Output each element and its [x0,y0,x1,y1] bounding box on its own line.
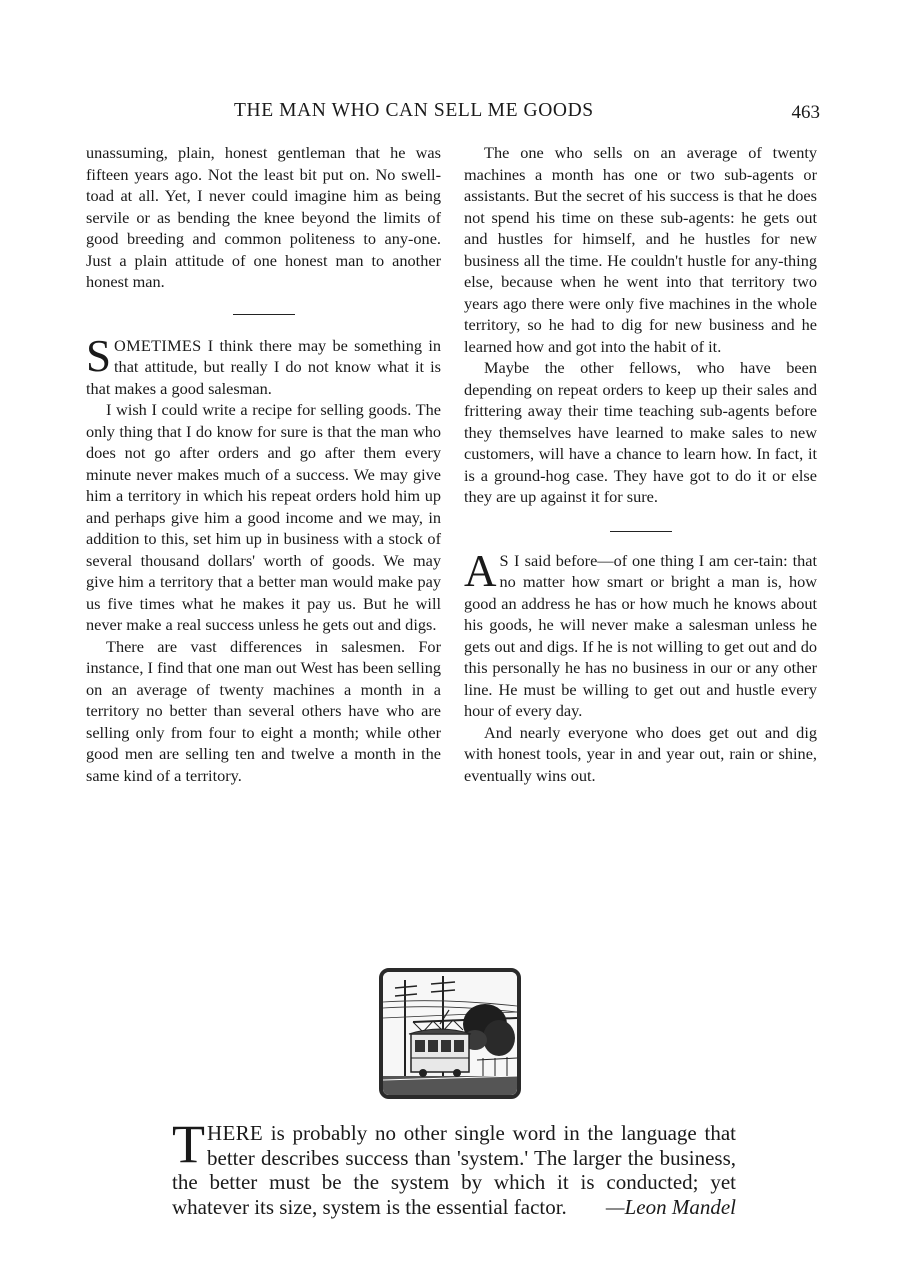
section-divider [233,314,295,315]
left-column [86,142,441,786]
running-head [86,100,826,128]
small-caps-lead: HERE [207,1121,264,1145]
running-title: THE MAN WHO CAN SELL ME GOODS [234,100,594,121]
paragraph [464,545,817,722]
streetcar-illustration-icon [379,968,521,1099]
quote-attribution: —Leon Mandel [605,1194,736,1219]
pull-quote [172,1114,736,1219]
quote-text: is probably no other single word in the language that better describes success than 'system.' The larger the business, the better must be the system by which it is conducted; yet whatever its size, system is the essential factor. [172,1121,736,1219]
paragraph: The one who sells on an average of twenty machines a month has one or two sub-agents or assistants. But the secret of his success is that he does not spend his time on these sub-agents: he gets out and hustles for himself, and he hustles for new business all the time. He couldn't hustle for any-thing else, because when he went into that territory two years ago there were only five machines in the whole territory, so he had to dig for new business and he learned how and got into the habit of it. [464,143,817,356]
paragraph: Maybe the other fellows, who have been depending on repeat orders to keep up their sales and frittering away their time teaching sub-agents before they themselves have learned to make sales to new customers, will have a chance to learn how. In fact, it is a ground-hog case. They have got to do it or else they are up against it for sure. [464,358,817,506]
drop-cap: A [464,545,497,596]
paragraph-text: said before—of one thing I am cer-tain: that no matter how smart or bright a man is, how good an address he has or how much he knows about his goods, he will never make a salesman unless he gets out and digs. If he is not willing to get out and do this personally he has no business in our or any other line. He must be willing to get out and hustle every hour of every day. [464,550,817,720]
paragraph: And nearly everyone who does get out and dig with honest tools, year in and year out, rain or shine, eventually wins out. [464,722,817,785]
paragraph-text: I think there may be something in that attitude, but really I do not know what it is that makes a good salesman. [86,335,441,398]
section-divider [610,531,672,532]
paragraph: There are vast differences in salesmen. For instance, I find that one man out West has been selling on an average of twenty machines a month in a territory no better than several others have who are selling only from four to eight a month; while other good men are selling ten and twelve a month in the same kind of a territory. [86,636,441,785]
small-caps-lead: OMETIMES [114,335,202,355]
right-column [464,142,817,786]
drop-cap: T [172,1114,205,1174]
small-caps-lead: S I [499,550,520,570]
drop-cap: S [86,330,112,381]
page-number: 463 [791,102,820,123]
paragraph [86,330,441,400]
paragraph: I wish I could write a recipe for selling goods. The only thing that I do know for sure is that the man who does not go after orders and go after them every minute never makes much of a success. We may give him a territory in which his repeat orders hold him up and perhaps give him a good income and we may, in addition to this, set him up in business with a stock of several thousand dollars' worth of goods. We may give him a territory that a better man would make pay us five times what he makes it pay us. But he will never make a real success unless he gets out and digs. [86,400,441,634]
paragraph: unassuming, plain, honest gentleman that he was fifteen years ago. Not the least bit put on. No swell-toad at all. Yet, I never could imagine him as being servile or as bending the knee beyond the limits of good breeding and common politeness to any-one. Just a plain attitude of one honest man to another honest man. [86,143,441,291]
